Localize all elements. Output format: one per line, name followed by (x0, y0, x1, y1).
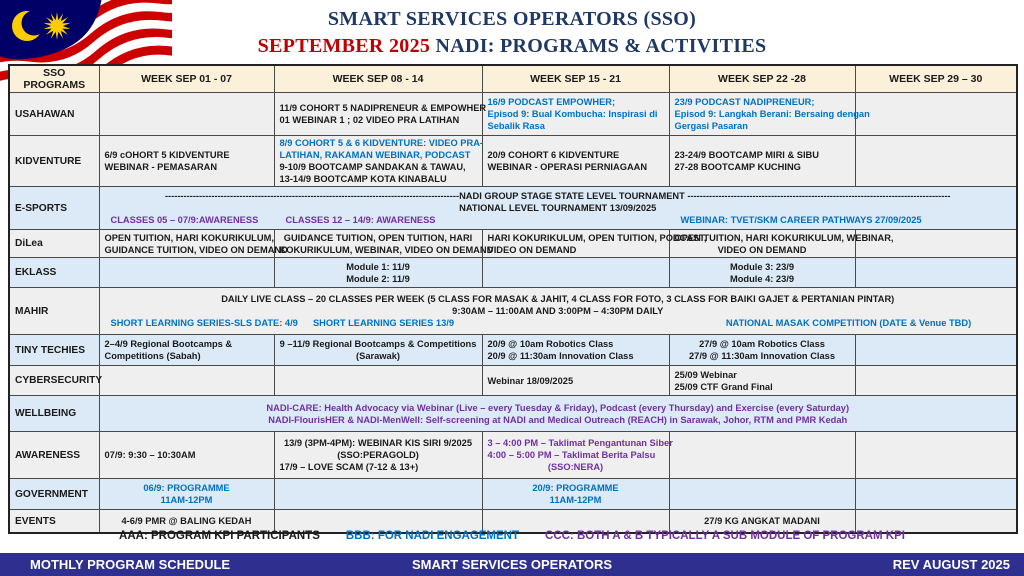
cell-line: 3 – 4:00 PM – Taklimat Pengantunan Siber (487, 438, 673, 449)
row-usahawan (9, 93, 1017, 136)
cell-tiny-techies-w2 (274, 335, 482, 366)
row-tiny-techies (9, 335, 1017, 366)
row-cybersecurity (9, 366, 1017, 396)
cell-dilea-w3 (482, 230, 707, 258)
cell-line: Module 1: 11/9 (346, 261, 410, 272)
cell-kidventure-w5 (855, 136, 1017, 187)
cell-line: VIDEO ON DEMAND (717, 244, 807, 255)
footer-bar (0, 553, 1024, 576)
span-items-row (105, 317, 1012, 329)
span-line: 9:30AM – 11:00AM AND 3:00PM – 4:30PM DAILY (452, 306, 664, 317)
legend-bbb: BBB: FOR NADI ENGAGEMENT (345, 530, 520, 542)
cell-line: 23/9 PODCAST NADIPRENEUR; (674, 96, 815, 107)
cell-line: Episod 9: Langkah Berani: Bersaing dengan (674, 108, 870, 119)
cell-usahawan-w2 (274, 93, 487, 136)
cell-line: Module 3: 23/9 (729, 261, 795, 272)
cell-line: (SSO:PERAGOLD) (337, 450, 419, 461)
cell-line: 01 WEBINAR 1 ; 02 VIDEO PRA LATIHAN (279, 115, 460, 125)
kpi-legend (0, 530, 1024, 542)
cell-usahawan-w4 (669, 93, 870, 136)
program-label-kidventure: KIDVENTURE (9, 136, 99, 187)
cell-line: 25/09 Webinar (674, 369, 737, 380)
span-cell-esports (99, 187, 1017, 230)
footer-center: SMART SERVICES OPERATORS (411, 557, 613, 572)
cell-line: Competitions (Sabah) (104, 351, 201, 362)
span-line: DAILY LIVE CLASS – 20 CLASSES PER WEEK (5 CLASS FOR MASAK & JAHIT, 4 CLASS FOR FOTO, 3 CLASS FOR BAIKI GAJET & PERTANIAN PINTAR) (221, 294, 895, 305)
cell-line: 16/9 PODCAST EMPOWHER; (487, 96, 616, 107)
cell-line: Module 2: 11/9 (346, 273, 410, 284)
cell-line: 11AM-12PM (549, 495, 602, 506)
cell-line: (Sarawak) (356, 351, 400, 362)
cell-government-w2 (274, 479, 482, 510)
col-header-2: WEEK SEP 08 - 14 (274, 65, 482, 93)
cell-line: 4-6/9 PMR @ BALING KEDAH (121, 516, 252, 527)
cell-usahawan-w1 (99, 93, 274, 136)
cell-tiny-techies-w3 (482, 335, 669, 366)
program-label-wellbeing: WELLBEING (9, 396, 99, 432)
cell-dilea-w4 (669, 230, 894, 258)
legend-aaa: AAA: PROGRAM KPI PARTICIPANTS (119, 530, 320, 542)
cell-line: 27-28 BOOTCAMP KUCHING (674, 162, 801, 173)
row-wellbeing (9, 396, 1017, 432)
program-label-usahawan: USAHAWAN (9, 93, 99, 136)
col-header-5: WEEK SEP 29 – 30 (855, 65, 1017, 93)
cell-line: 8/9 COHORT 5 & 6 KIDVENTURE: VIDEO PRA- (279, 138, 484, 148)
span-item: WEBINAR: TVET/SKM CAREER PATHWAYS 27/09/2025 (680, 215, 922, 226)
span-item: SHORT LEARNING SERIES-SLS DATE: 4/9 (110, 318, 298, 329)
cell-line: 27/9 @ 11:30am Innovation Class (689, 351, 835, 362)
cell-line: 27/9 @ 10am Robotics Class (699, 339, 825, 350)
program-label-cybersecurity: CYBERSECURITY (9, 366, 99, 396)
span-line: -----------------------------------------------------------------------------------------------NADI GROUP STAGE STATE LEVEL TOURNAMENT ------------------------------------------------------------------------------------- (164, 191, 951, 202)
cell-kidventure-w1 (99, 136, 274, 187)
cell-tiny-techies-w5 (855, 335, 1017, 366)
cell-line: Gergasi Pasaran (674, 121, 748, 132)
program-label-events: EVENTS (9, 510, 99, 533)
cell-usahawan-w3 (482, 93, 669, 136)
span-item: CLASSES 05 – 07/9:AWARENESS (110, 215, 259, 226)
cell-awareness-w3 (482, 432, 673, 479)
cell-line: 27/9 KG ANGKAT MADANI (704, 516, 820, 527)
cell-eklass-w4 (669, 258, 855, 288)
program-label-dilea: DiLea (9, 230, 99, 258)
cell-government-w3 (482, 479, 669, 510)
cell-tiny-techies-w1 (99, 335, 274, 366)
cell-line: 07/9: 9:30 – 10:30AM (104, 450, 196, 461)
cell-awareness-w4 (669, 432, 855, 479)
cell-eklass-w3 (482, 258, 669, 288)
span-line: NATIONAL LEVEL TOURNAMENT 13/09/2025 (459, 203, 657, 214)
cell-line: 11AM-12PM (160, 495, 213, 506)
cell-eklass-w2 (274, 258, 482, 288)
span-items-row (105, 214, 1012, 226)
cell-line: Webinar 18/09/2025 (487, 375, 574, 386)
cell-line: 06/9: PROGRAMME (143, 483, 230, 494)
cell-awareness-w5 (855, 432, 1017, 479)
row-eklass (9, 258, 1017, 288)
span-cell-mahir (99, 288, 1017, 335)
cell-cybersecurity-w3 (482, 366, 669, 396)
row-awareness (9, 432, 1017, 479)
cell-line: 20/9 COHORT 6 KIDVENTURE (487, 150, 620, 161)
cell-line: 25/09 CTF Grand Final (674, 381, 773, 392)
col-header-4: WEEK SEP 22 -28 (669, 65, 855, 93)
cell-line: KOKURIKULUM, WEBINAR, VIDEO ON DEMAND (279, 244, 494, 255)
footer-right: REV AUGUST 2025 (892, 557, 1010, 572)
row-mahir (9, 288, 1017, 335)
legend-ccc: CCC: BOTH A & B TYPICALLY A SUB MODULE OF PROGRAM KPI (545, 530, 905, 542)
cell-government-w1 (99, 479, 274, 510)
cell-line: 13/9 (3PM-4PM): WEBINAR KIS SIRI 9/2025 (283, 438, 473, 449)
cell-line: VIDEO ON DEMAND (487, 244, 577, 255)
cell-line: 9-10/9 BOOTCAMP SANDAKAN & TAWAU, (279, 162, 466, 173)
span-item: CLASSES 12 – 14/9: AWARENESS (285, 215, 436, 226)
span-line: NADI-CARE: Health Advocacy via Webinar (Live – every Tuesday & Friday), Podcast (every Thursday) and Exercise (every Saturday) (266, 402, 850, 413)
cell-eklass-w5 (855, 258, 1017, 288)
cell-line: 11/9 COHORT 5 NADIPRENEUR & EMPOWHER (279, 102, 487, 113)
cell-eklass-w1 (99, 258, 274, 288)
cell-cybersecurity-w1 (99, 366, 274, 396)
cell-awareness-w2 (274, 432, 482, 479)
cell-line: (SSO:NERA) (547, 462, 604, 473)
footer-left: MOTHLY PROGRAM SCHEDULE (30, 557, 231, 572)
program-label-esports: E-SPORTS (9, 187, 99, 230)
cell-line: 20/9 @ 11:30am Innovation Class (487, 351, 634, 362)
cell-line: WEBINAR - OPERASI PERNIAGAAN (487, 162, 648, 173)
cell-usahawan-w5 (855, 93, 1017, 136)
cell-line: 23-24/9 BOOTCAMP MIRI & SIBU (674, 150, 819, 161)
program-label-government: GOVERNMENT (9, 479, 99, 510)
span-item: SHORT LEARNING SERIES 13/9 (312, 318, 455, 329)
cell-kidventure-w2 (274, 136, 482, 187)
row-kidventure (9, 136, 1017, 187)
cell-line: HARI KOKURIKULUM, OPEN TUITION, PODCAST, (487, 232, 707, 243)
cell-line: GUIDANCE TUITION, OPEN TUITION, HARI (283, 232, 473, 243)
row-government (9, 479, 1017, 510)
cell-line: WEBINAR - PEMASARAN (104, 162, 218, 173)
cell-line: 9 –11/9 Regional Bootcamps & Competitions (279, 339, 477, 350)
program-label-awareness: AWARENESS (9, 432, 99, 479)
title-line2 (0, 33, 1024, 60)
cell-line: 6/9 cOHORT 5 KIDVENTURE (104, 150, 230, 161)
cell-line: GUIDANCE TUITION, VIDEO ON DEMAND (104, 244, 288, 255)
cell-line: 17/9 – LOVE SCAM (7-12 & 13+) (279, 462, 419, 473)
cell-cybersecurity-w4 (669, 366, 855, 396)
cell-line: Module 4: 23/9 (729, 273, 795, 284)
span-line: NADI-FlourisHER & NADI-MenWell: Self-screening at NADI and Medical Outreach (REACH) in Sarawak, Johor, RTM and PMR Kedah (268, 414, 848, 425)
schedule-table (8, 64, 1018, 534)
cell-line: OPEN TUITION, HARI KOKURIKULUM, WEBINAR, (674, 232, 894, 243)
schedule-table-wrap (8, 64, 1016, 534)
col-header-0: SSO PROGRAMS (9, 65, 99, 93)
program-label-tiny-techies: TINY TECHIES (9, 335, 99, 366)
row-esports (9, 187, 1017, 230)
cell-tiny-techies-w4 (669, 335, 855, 366)
title-subtitle: NADI: PROGRAMS & ACTIVITIES (430, 35, 767, 57)
cell-line: 20/9 @ 10am Robotics Class (487, 339, 614, 350)
title-line1: SMART SERVICES OPERATORS (SSO) (327, 8, 697, 30)
cell-kidventure-w3 (482, 136, 669, 187)
program-label-mahir: MAHIR (9, 288, 99, 335)
span-cell-wellbeing (99, 396, 1017, 432)
program-label-eklass: EKLASS (9, 258, 99, 288)
page-title (0, 6, 1024, 60)
cell-government-w4 (669, 479, 855, 510)
cell-line: 2–4/9 Regional Bootcamps & (104, 339, 233, 350)
cell-cybersecurity-w5 (855, 366, 1017, 396)
cell-line: Sebalik Rasa (487, 121, 545, 132)
cell-awareness-w1 (99, 432, 274, 479)
cell-line: 20/9: PROGRAMME (532, 483, 619, 494)
cell-kidventure-w4 (669, 136, 855, 187)
cell-line: Episod 9: Bual Kombucha: Inspirasi di (487, 108, 658, 119)
title-month: SEPTEMBER 2025 (257, 35, 431, 57)
cell-line: LATIHAN, RAKAMAN WEBINAR, PODCAST (279, 150, 471, 161)
row-dilea (9, 230, 1017, 258)
cell-dilea-w2 (274, 230, 494, 258)
cell-line: OPEN TUITION, HARI KOKURIKULUM, (104, 232, 274, 243)
cell-dilea-w1 (99, 230, 288, 258)
span-item: NATIONAL MASAK COMPETITION (DATE & Venue TBD) (725, 318, 972, 329)
col-header-3: WEEK SEP 15 - 21 (482, 65, 669, 93)
table-header (9, 65, 1017, 93)
cell-cybersecurity-w2 (274, 366, 482, 396)
cell-line: 4:00 – 5:00 PM – Taklimat Berita Palsu (487, 450, 656, 461)
cell-line: 13-14/9 BOOTCAMP KOTA KINABALU (279, 174, 447, 185)
cell-government-w5 (855, 479, 1017, 510)
col-header-1: WEEK SEP 01 - 07 (99, 65, 274, 93)
